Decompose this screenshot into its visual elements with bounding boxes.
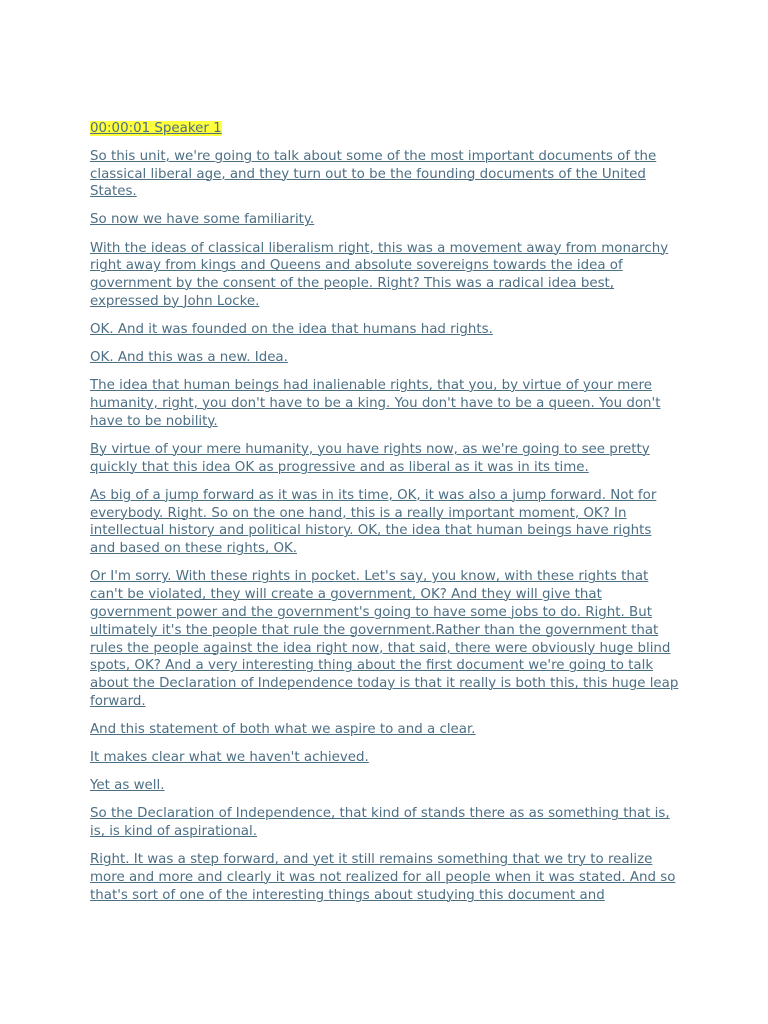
transcript-paragraph: By virtue of your mere humanity, you have rights now, as we're going to see pretty quickly that this idea OK as progressive and as liberal as it was in its time. bbox=[90, 441, 650, 475]
transcript-paragraph: Yet as well. bbox=[90, 778, 165, 794]
speaker-timestamp: 00:00:01 Speaker 1 bbox=[90, 121, 222, 136]
transcript-paragraph: OK. And it was founded on the idea that humans had rights. bbox=[90, 322, 493, 338]
transcript-paragraph: Right. It was a step forward, and yet it still remains something that we try to realize more and more and clearly it was not realized for all people when it was stated. And so that's sort of one of the interesting things about studying this document and bbox=[90, 852, 676, 903]
transcript-page bbox=[90, 120, 680, 915]
transcript-paragraph: Or I'm sorry. With these rights in pocket. Let's say, you know, with these rights that can't be violated, they will create a government, OK? And they will give that government power and the government's going to have some jobs to do. Right. But ultimately it's the people that rule the government.Rather than the government that rules the people against the idea right now, that said, there were obviously huge blind spots, OK? And a very interesting thing about the first document we're going to talk about the Declaration of Independence today is that it really is both this, this huge leap forward. bbox=[90, 569, 679, 709]
transcript-paragraph: So this unit, we're going to talk about some of the most important documents of the classical liberal age, and they turn out to be the founding documents of the United States. bbox=[90, 148, 657, 200]
transcript-paragraph: So now we have some familiarity. bbox=[90, 212, 315, 228]
transcript-paragraph: With the ideas of classical liberalism right, this was a movement away from monarchy right away from kings and Queens and absolute sovereigns towards the idea of government by the consent of the people. Right? This was a radical idea best, expressed by John Locke. bbox=[90, 240, 669, 309]
transcript-paragraph: OK. And this was a new. Idea. bbox=[90, 350, 288, 366]
transcript-paragraph: The idea that human beings had inalienable rights, that you, by virtue of your mere humanity, right, you don't have to be a king. You don't have to be a queen. You don't have to be nobility. bbox=[90, 378, 661, 429]
transcript-paragraph: So the Declaration of Independence, that kind of stands there as as something that is, is, is kind of aspirational. bbox=[90, 806, 670, 840]
transcript-paragraph: And this statement of both what we aspire to and a clear. bbox=[90, 721, 476, 737]
transcript-paragraph: It makes clear what we haven't achieved. bbox=[90, 750, 369, 766]
transcript-paragraph: As big of a jump forward as it was in its time, OK, it was also a jump forward. Not for everybody. Right. So on the one hand, this is a really important moment, OK? In intellectual history and political history. OK, the idea that human beings have rights and based on these rights, OK. bbox=[90, 487, 657, 557]
timestamp-line bbox=[90, 120, 680, 138]
